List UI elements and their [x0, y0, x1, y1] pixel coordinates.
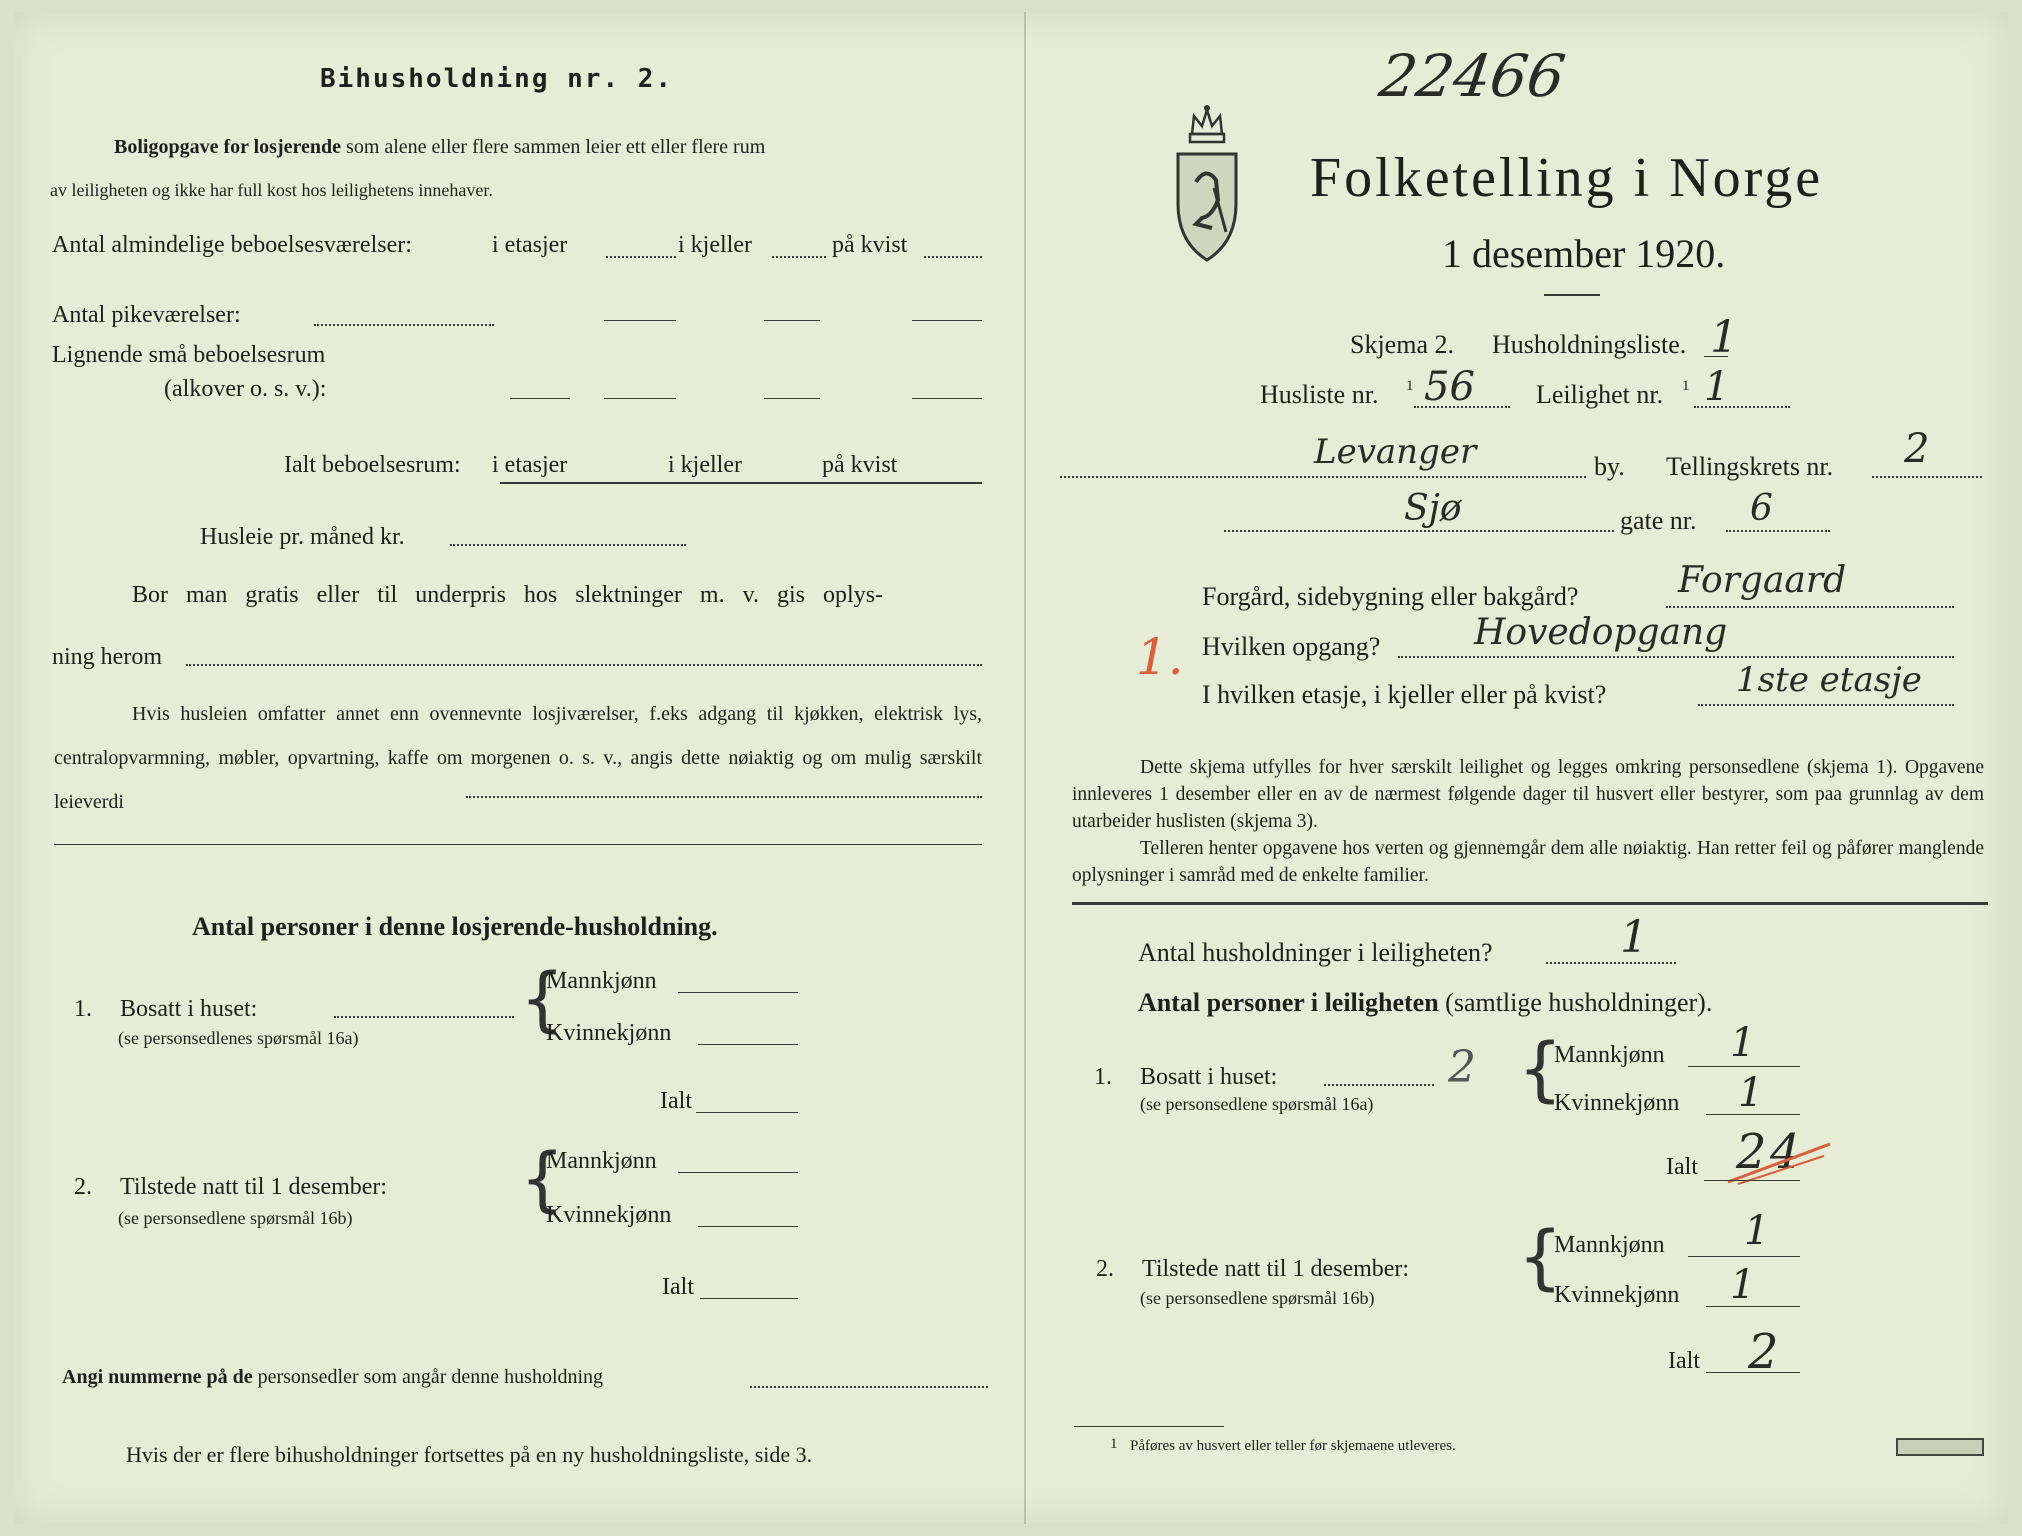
- rooms-kjeller: i kjeller: [678, 232, 752, 258]
- right-q2-ialt-blank: [1706, 1372, 1800, 1373]
- angi-rest: personsedler som angår denne husholdning: [257, 1366, 604, 1388]
- coat-of-arms-icon: [1172, 104, 1242, 264]
- angi-line: [62, 1366, 603, 1389]
- skjema-label: Skjema 2.: [1350, 330, 1454, 359]
- persons-bold: Antal personer i leiligheten: [1138, 988, 1439, 1017]
- by-label: by.: [1594, 452, 1625, 481]
- forgard-blank: [1666, 606, 1954, 608]
- right-q1-leader: [1324, 1084, 1434, 1086]
- leilighet-blank: [1694, 406, 1790, 408]
- rooms-label: Antal almindelige beboelsesværelser:: [52, 232, 412, 258]
- left-q2-label: Tilstede natt til 1 desember:: [120, 1174, 388, 1200]
- page-fold: [1024, 12, 1026, 1524]
- husliste-value: 56: [1424, 364, 1475, 410]
- gate-value: Sjø: [1404, 488, 1462, 529]
- left-q1-label: Bosatt i huset:: [120, 996, 258, 1022]
- printer-mark-icon: [1896, 1438, 1984, 1456]
- right-q2-mann-value: 1: [1744, 1208, 1770, 1254]
- hush-value: 1: [1620, 912, 1648, 963]
- leilighet-value: 1: [1704, 364, 1730, 410]
- left-footer: Hvis der er flere bihusholdninger fortsettes på en ny husholdningsliste, side 3.: [126, 1442, 813, 1467]
- right-q1-ialt-blank: [1704, 1180, 1800, 1181]
- angi-pre: Angi: [62, 1366, 104, 1388]
- etasje-value: 1ste etasje: [1736, 660, 1922, 700]
- forgard-label: Forgård, sidebygning eller bakgård?: [1202, 582, 1579, 611]
- right-q2-label: Tilstede natt til 1 desember:: [1142, 1256, 1410, 1282]
- right-q2-mann-blank: [1688, 1256, 1800, 1257]
- total-etasjer: i etasjer: [492, 452, 568, 478]
- small-rooms-label-2: (alkover o. s. v.):: [164, 376, 327, 402]
- left-q1-ialt-blank: [696, 1112, 798, 1113]
- angi-blank: [750, 1386, 988, 1388]
- left-q1-sub: (se personsedlenes spørsmål 16a): [118, 1028, 359, 1048]
- small-etasjer-blank: [604, 398, 676, 399]
- small-sep-blank: [510, 398, 570, 399]
- husliste-blank: [1414, 406, 1510, 408]
- rent-blank: [450, 544, 686, 546]
- left-persons-heading: Antal personer i denne losjerende-husholdning.: [192, 912, 718, 941]
- right-q1-mann-blank: [1688, 1066, 1800, 1067]
- footnote-mark: 1: [1110, 1436, 1118, 1452]
- rooms-etasjer: i etasjer: [492, 232, 568, 258]
- left-q2-sub: (se personsedlene spørsmål 16b): [118, 1208, 353, 1228]
- by-value: Levanger: [1314, 432, 1477, 472]
- info-paragraph-2: Telleren henter opgavene hos verten og gjennemgår dem alle nøiaktig. Han retter feil og påfører manglende oplysninger i samråd med de enkelte familier.: [1072, 838, 1984, 886]
- intro-line-2: av leiligheten og ikke har full kost hos leilighetens innehaver.: [50, 180, 493, 200]
- right-q1-kvinne: Kvinnekjønn: [1554, 1090, 1680, 1116]
- gratis-line-2: ning herom: [52, 644, 162, 670]
- gratis-blank: [186, 664, 982, 666]
- gate-label: gate nr.: [1620, 506, 1697, 535]
- leilighet-label: Leilighet nr.: [1536, 380, 1664, 409]
- intro-bold: Boligopgave for losjerende: [114, 136, 342, 158]
- etasje-label: I hvilken etasje, i kjeller eller på kvist?: [1202, 680, 1607, 709]
- left-q1-mann: Mannkjønn: [546, 968, 657, 994]
- gate-nr-blank: [1726, 530, 1830, 532]
- angi-bold: nummerne på de: [108, 1366, 253, 1388]
- hush-label: Antal husholdninger i leiligheten?: [1138, 938, 1493, 967]
- hvis-paragraph: Hvis husleien omfatter annet enn ovennevnte losjiværelser, f.eks adgang til kjøkken, elektrisk lys, centralopvarmning, møbler, opvartning, kaffe om morgenen o. s. v., angis dette nøiaktig og om mulig særskilt leieverdi: [54, 703, 982, 813]
- husholdningsliste-value: 1: [1710, 312, 1738, 363]
- left-q2-ialt: Ialt: [662, 1274, 694, 1300]
- leilighet-sup: 1: [1682, 378, 1690, 394]
- total-rooms-rule: [500, 482, 982, 484]
- opgang-label: Hvilken opgang?: [1202, 632, 1381, 661]
- right-q1-brace: {: [1518, 1028, 1563, 1110]
- krets-value: 2: [1904, 426, 1930, 472]
- left-q2-kvinne: Kvinnekjønn: [546, 1202, 672, 1228]
- right-persons-heading: [1138, 988, 1712, 1018]
- right-q1-mann: Mannkjønn: [1554, 1042, 1665, 1068]
- krets-label: Tellingskrets nr.: [1666, 452, 1834, 481]
- opgang-value: Hovedopgang: [1474, 612, 1728, 653]
- total-kvist: på kvist: [822, 452, 898, 478]
- husliste-label: Husliste nr.: [1260, 380, 1379, 409]
- right-q2-num: 2.: [1096, 1256, 1114, 1282]
- info-paragraph-1: Dette skjema utfylles for hver særskilt leilighet og legges omkring personsedlene (skjema 1). Opgavene innleveres 1 desember eller en av de nærmest følgende dager til husvert eller bestyrer, som paa grunnlag av dem utarbeider huslisten (skjema 3).: [1072, 757, 1984, 832]
- etasje-blank: [1698, 704, 1954, 706]
- husholdningsliste-blank: [1704, 356, 1728, 357]
- right-q1-ialt-crossed: 4: [1770, 1124, 1801, 1180]
- right-q2-kvinne-blank: [1706, 1306, 1800, 1307]
- gate-blank: [1224, 530, 1614, 532]
- rooms-kvist: på kvist: [832, 232, 908, 258]
- left-q1-ialt: Ialt: [660, 1088, 692, 1114]
- left-q1-brace: {: [520, 958, 565, 1040]
- forgard-value: Forgaard: [1678, 560, 1847, 601]
- small-kvist-blank: [912, 398, 982, 399]
- right-q1-label: Bosatt i huset:: [1140, 1064, 1278, 1090]
- left-q2-kvinne-blank: [698, 1226, 798, 1227]
- right-q1-num: 1.: [1094, 1064, 1112, 1090]
- right-q1-extra: 2: [1448, 1042, 1476, 1093]
- opgang-blank: [1398, 656, 1954, 658]
- left-q1-mann-blank: [678, 992, 798, 993]
- hush-blank: [1546, 962, 1676, 964]
- hvis-blank-2: [54, 844, 982, 845]
- right-date: 1 desember 1920.: [1442, 231, 1726, 276]
- pike-label: Antal pikeværelser:: [52, 302, 241, 328]
- rooms-etasjer-blank: [606, 256, 676, 258]
- left-q2-num: 2.: [74, 1174, 92, 1200]
- right-q2-mann: Mannkjønn: [1554, 1232, 1665, 1258]
- gratis-line-1: Bor man gratis eller til underpris hos slektninger m. v. gis oplys-: [132, 582, 884, 608]
- rooms-kvist-blank: [924, 256, 982, 258]
- left-q2-mann-blank: [678, 1172, 798, 1173]
- small-kjeller-blank: [764, 398, 820, 399]
- right-q2-ialt: Ialt: [1668, 1348, 1700, 1374]
- footnote-rule: [1074, 1426, 1224, 1427]
- right-q1-ialt-value: 2: [1736, 1124, 1767, 1180]
- right-q2-sub: (se personsedlene spørsmål 16b): [1140, 1288, 1375, 1308]
- right-q2-brace: {: [1518, 1216, 1563, 1298]
- right-q1-mann-value: 1: [1730, 1020, 1756, 1066]
- right-q1-sub: (se personsedlene spørsmål 16a): [1140, 1094, 1374, 1114]
- krets-blank: [1872, 476, 1982, 478]
- pike-leader: [314, 324, 494, 326]
- pike-kjeller-blank: [764, 320, 820, 321]
- left-q2-mann: Mannkjønn: [546, 1148, 657, 1174]
- intro-rest: som alene eller flere sammen leier ett eller flere rum: [346, 136, 766, 158]
- right-title: Folketelling i Norge: [1310, 147, 1824, 209]
- hvis-blank: [466, 796, 982, 798]
- rent-label: Husleie pr. måned kr.: [200, 524, 405, 550]
- husliste-sup: 1: [1406, 378, 1414, 394]
- footnote-text: Påføres av husvert eller teller før skjemaene utleveres.: [1130, 1438, 1456, 1454]
- right-q1-ialt: Ialt: [1666, 1154, 1698, 1180]
- right-q1-kvinne-value: 1: [1738, 1070, 1764, 1116]
- left-q2-ialt-blank: [700, 1298, 798, 1299]
- pike-kvist-blank: [912, 320, 982, 321]
- margin-mark: 1.: [1136, 628, 1184, 686]
- total-rooms-label: Ialt beboelsesrum:: [284, 452, 461, 478]
- left-q2-brace: {: [520, 1138, 565, 1220]
- right-q2-kvinne-value: 1: [1730, 1262, 1756, 1308]
- right-q1-kvinne-blank: [1706, 1114, 1800, 1115]
- info-rule: [1072, 902, 1988, 905]
- left-title: Bihusholdning nr. 2.: [320, 64, 674, 94]
- left-q1-kvinne: Kvinnekjønn: [546, 1020, 672, 1046]
- pike-etasjer-blank: [604, 320, 676, 321]
- rooms-kjeller-blank: [772, 256, 826, 258]
- total-kjeller: i kjeller: [668, 452, 742, 478]
- left-q1-num: 1.: [74, 996, 92, 1022]
- left-q1-leader: [334, 1016, 514, 1018]
- census-form-sheet: [14, 12, 2008, 1524]
- persons-rest: (samtlige husholdninger).: [1445, 988, 1713, 1017]
- intro-line-1: [114, 136, 765, 159]
- right-q2-ialt-value: 2: [1748, 1324, 1779, 1380]
- left-q1-kvinne-blank: [698, 1044, 798, 1045]
- title-rule: [1544, 294, 1600, 296]
- small-rooms-label-1: Lignende små beboelsesrum: [52, 342, 326, 368]
- by-blank: [1060, 476, 1586, 478]
- right-q2-kvinne: Kvinnekjønn: [1554, 1282, 1680, 1308]
- gate-nr-value: 6: [1750, 488, 1773, 529]
- stamp-number: 22466: [1375, 42, 1570, 110]
- husholdningsliste-label: Husholdningsliste.: [1492, 330, 1687, 359]
